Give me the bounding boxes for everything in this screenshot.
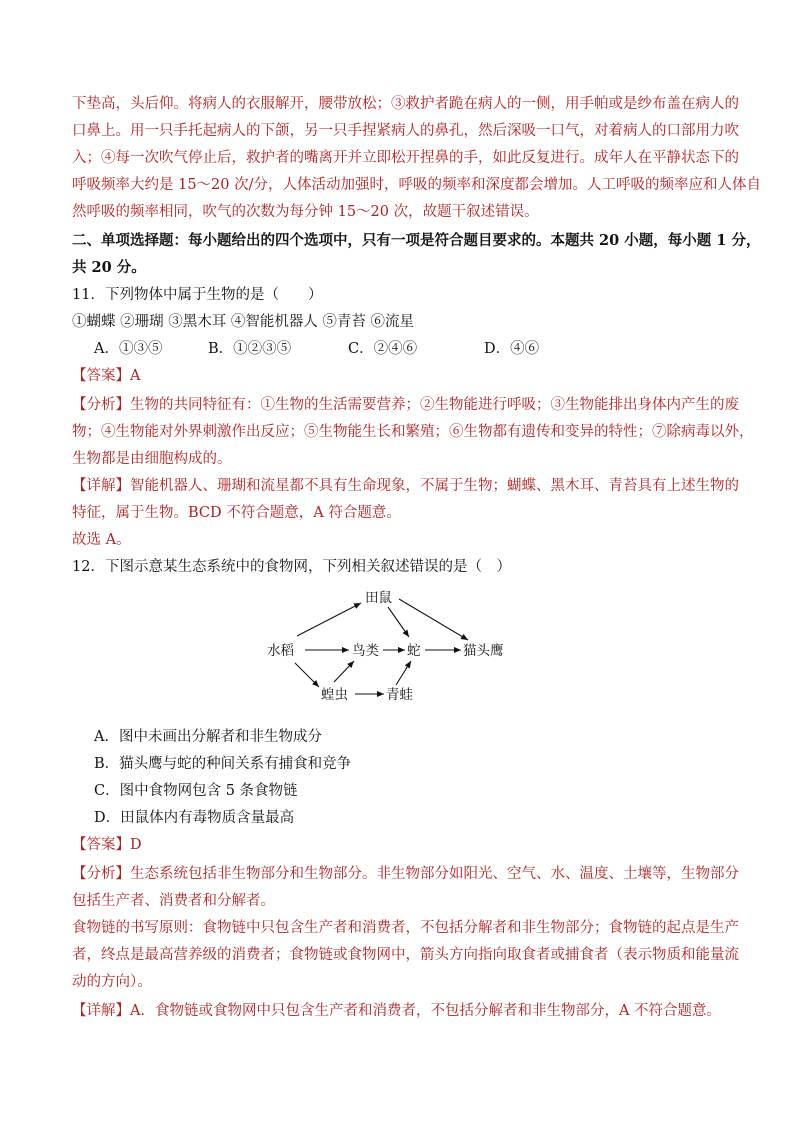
q12-option-d: D．田鼠体内有毒物质含量最高 xyxy=(94,810,295,826)
q12-option-c: C．图中食物网包含 5 条食物链 xyxy=(94,783,298,799)
food-web-diagram xyxy=(255,585,535,715)
q11-conclusion: 故选 A。 xyxy=(72,532,131,548)
edge-field-mouse-to-owl xyxy=(399,599,468,640)
q12-rule-line-1: 食物链的书写原则：食物链中只包含生产者和消费者，不包括分解者和非生物部分；食物链的起点是生产 xyxy=(72,920,739,936)
q12-option-b: B．猫头鹰与蛇的种间关系有捕食和竞争 xyxy=(94,756,352,772)
q11-analysis-line-3: 生物都是由细胞构成的。 xyxy=(72,451,232,467)
node-frog: 青蛙 xyxy=(386,687,413,703)
q11-items: ①蝴蝶 ②珊瑚 ③黑木耳 ④智能机器人 ⑤青苔 ⑥流星 xyxy=(72,314,415,330)
q12-detail-line-1: 【详解】A．食物链或食物网中只包含生产者和消费者，不包括分解者和非生物部分，A 不符合题意。 xyxy=(72,1003,722,1019)
node-rice: 水稻 xyxy=(267,643,294,659)
q12-analysis-line-1: 【分析】生态系统包括非生物部分和生物部分。非生物部分如阳光、空气、水、温度、土壤等，生物部分 xyxy=(72,866,739,882)
q11-option-b: B．①②③⑤ xyxy=(208,341,292,357)
edge-locust-to-birds xyxy=(334,661,354,682)
q12-analysis-line-2: 包括生产者、消费者和分解者。 xyxy=(72,893,275,909)
q12-answer: 【答案】D xyxy=(72,837,142,853)
intro-line-1: 下垫高，头后仰。将病人的衣服解开，腰带放松；③救护者跪在病人的一侧，用手帕或是纱布盖在病人的 xyxy=(72,96,739,112)
q11-detail-line-1: 【详解】智能机器人、珊瑚和流星都不具有生命现象，不属于生物；蝴蝶、黑木耳、青苔具有上述生物的 xyxy=(72,478,739,494)
intro-line-4: 呼吸频率大约是 15～20 次/分，人体活动加强时，呼吸的频率和深度都会增加。人工呼吸的频率应和人体自 xyxy=(72,177,762,193)
q11-answer: 【答案】A xyxy=(72,368,141,384)
q12-option-a: A．图中未画出分解者和非生物成分 xyxy=(94,729,322,745)
node-field-mouse: 田鼠 xyxy=(365,590,392,606)
intro-line-2: 口鼻上。用一只手托起病人的下颌，另一只手捏紧病人的鼻孔，然后深吸一口气，对着病人的口部用力吹 xyxy=(72,123,739,139)
q11-detail-line-2: 特征，属于生物。BCD 不符合题意，A 符合题意。 xyxy=(72,505,401,521)
q11-option-c: C．②④⑥ xyxy=(348,341,418,357)
q11-option-a: A．①③⑤ xyxy=(94,341,163,357)
q12-rule-line-2: 者，终点是最高营养级的消费者；食物链或食物网中，箭头方向指向取食者或捕食者（表示物质和能量流 xyxy=(72,947,739,963)
edge-field-mouse-to-snake xyxy=(388,607,409,637)
q11-analysis-line-1: 【分析】生物的共同特征有：①生物的生活需要营养；②生物能进行呼吸；③生物能排出身体内产生的废 xyxy=(72,397,739,413)
node-locust: 蝗虫 xyxy=(321,687,348,703)
intro-line-5: 然呼吸的频率相同，吹气的次数为每分钟 15～20 次，故题干叙述错误。 xyxy=(72,204,539,220)
node-owl: 猫头鹰 xyxy=(463,643,504,659)
q12-stem: 12．下图示意某生态系统中的食物网，下列相关叙述错误的是（ ） xyxy=(72,559,511,575)
q11-option-d: D．④⑥ xyxy=(484,341,540,357)
q12-rule-line-3: 动的方向）。 xyxy=(72,974,152,990)
q11-analysis-line-2: 物；④生物能对外界刺激作出反应；⑤生物能生长和繁殖；⑥生物都有遗传和变异的特性；⑦除病毒以外， xyxy=(72,424,754,440)
q11-stem: 11．下列物体中属于生物的是（ ） xyxy=(72,287,323,303)
intro-line-3: 入；④每一次吹气停止后，救护者的嘴离开并立即松开捏鼻的手，如此反复进行。成年人在平静状态下的 xyxy=(72,150,739,166)
node-snake: 蛇 xyxy=(407,643,421,659)
edge-rice-to-field-mouse xyxy=(297,603,361,636)
section-heading-line-1: 二、单项选择题：每小题给出的四个选项中，只有一项是符合题目要求的。本题共 20 小题，每小题 1 分， xyxy=(72,232,761,249)
edge-rice-to-locust xyxy=(295,663,319,687)
edge-frog-to-snake xyxy=(396,661,411,685)
node-birds: 鸟类 xyxy=(352,643,379,659)
section-heading-line-2: 共 20 分。 xyxy=(72,259,146,276)
